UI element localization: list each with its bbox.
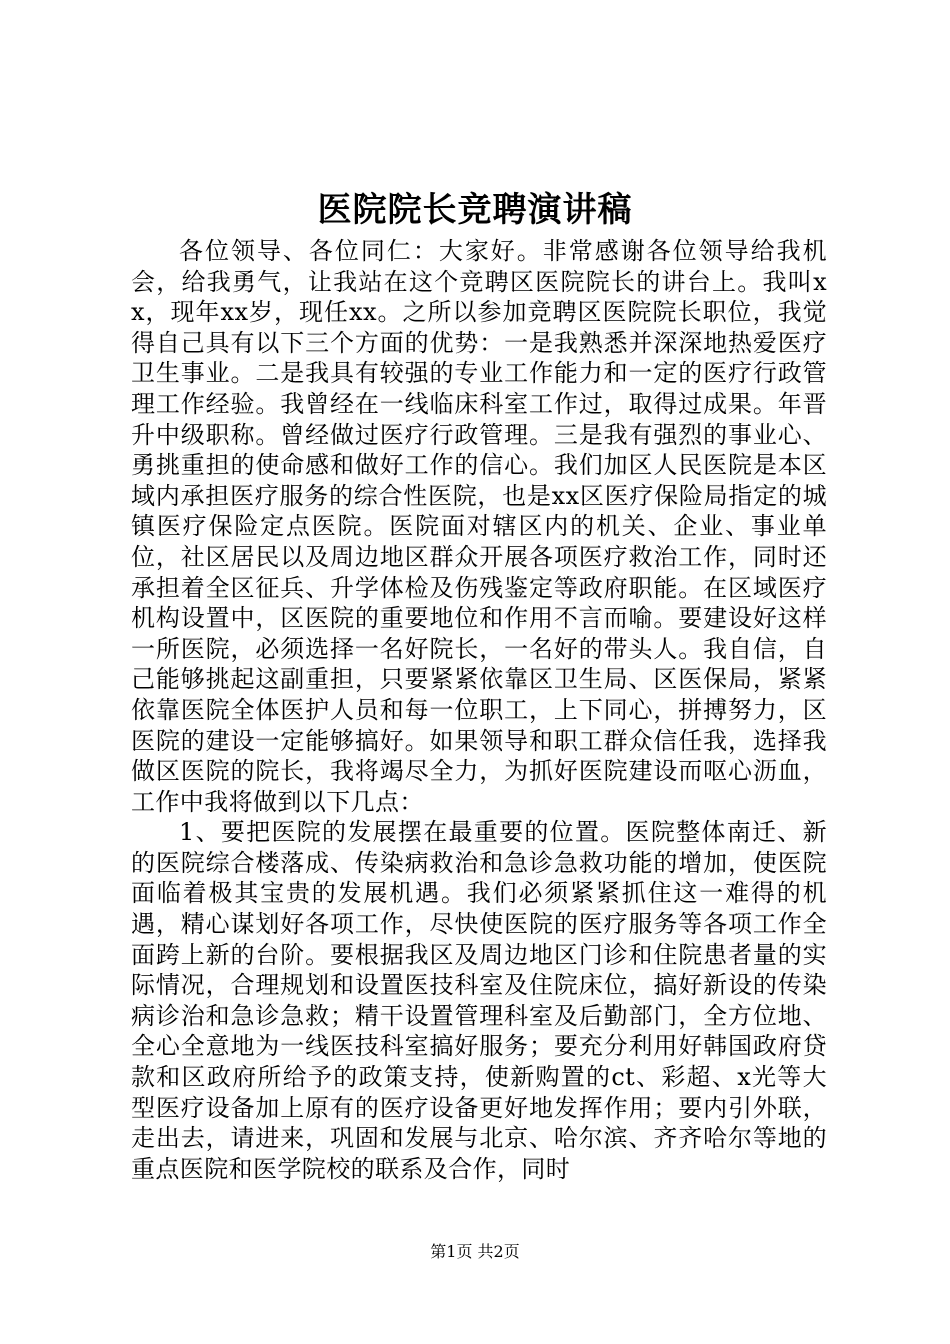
document-body — [131, 236, 827, 1184]
paragraph-intro: 各位领导、各位同仁：大家好。非常感谢各位领导给我机会，给我勇气，让我站在这个竞聘区医院院长的讲台上。我叫xx，现年xx岁，现任xx。之所以参加竞聘区医院院长职位，我觉得自己具有以下三个方面的优势：一是我熟悉并深深地热爱医疗卫生事业。二是我具有较强的专业工作能力和一定的医疗行政管理工作经验。我曾经在一线临床科室工作过，取得过成果。年晋升中级职称。曾经做过医疗行政管理。三是我有强烈的事业心、勇挑重担的使命感和做好工作的信心。我们加区人民医院是本区域内承担医疗服务的综合性医院，也是xx区医疗保险局指定的城镇医疗保险定点医院。医院面对辖区内的机关、企业、事业单位，社区居民以及周边地区群众开展各项医疗救治工作，同时还承担着全区征兵、升学体检及伤残鉴定等政府职能。在区域医疗机构设置中，区医院的重要地位和作用不言而喻。要建设好这样一所医院，必须选择一名好院长，一名好的带头人。我自信，自己能够挑起这副重担，只要紧紧依靠区卫生局、区医保局，紧紧依靠医院全体医护人员和每一位职工，上下同心，拼搏努力，区医院的建设一定能够搞好。如果领导和职工群众信任我，选择我做区医院的院长，我将竭尽全力，为抓好医院建设而呕心沥血，工作中我将做到以下几点： — [131, 237, 827, 816]
paragraph-point-1: 1、要把医院的发展摆在最重要的位置。医院整体南迁、新的医院综合楼落成、传染病救治和急诊急救功能的增加，使医院面临着极其宝贵的发展机遇。我们必须紧紧抓住这一难得的机遇，精心谋划好各项工作，尽快使医院的医疗服务等各项工作全面跨上新的台阶。要根据我区及周边地区门诊和住院患者量的实际情况，合理规划和设置医技科室及住院床位，搞好新设的传染病诊治和急诊急救；精干设置管理科室及后勤部门，全方位地、全心全意地为一线医技科室搞好服务；要充分利用好韩国政府贷款和区政府所给予的政策支持，使新购置的ct、彩超、x光等大型医疗设备加上原有的医疗设备更好地发挥作用；要内引外联，走出去，请进来，巩固和发展与北京、哈尔滨、齐齐哈尔等地的重点医院和医学院校的联系及合作，同时 — [131, 818, 827, 1183]
page-footer: 第1页 共2页 — [430, 1242, 520, 1261]
document-title: 医院院长竞聘演讲稿 — [317, 190, 633, 230]
